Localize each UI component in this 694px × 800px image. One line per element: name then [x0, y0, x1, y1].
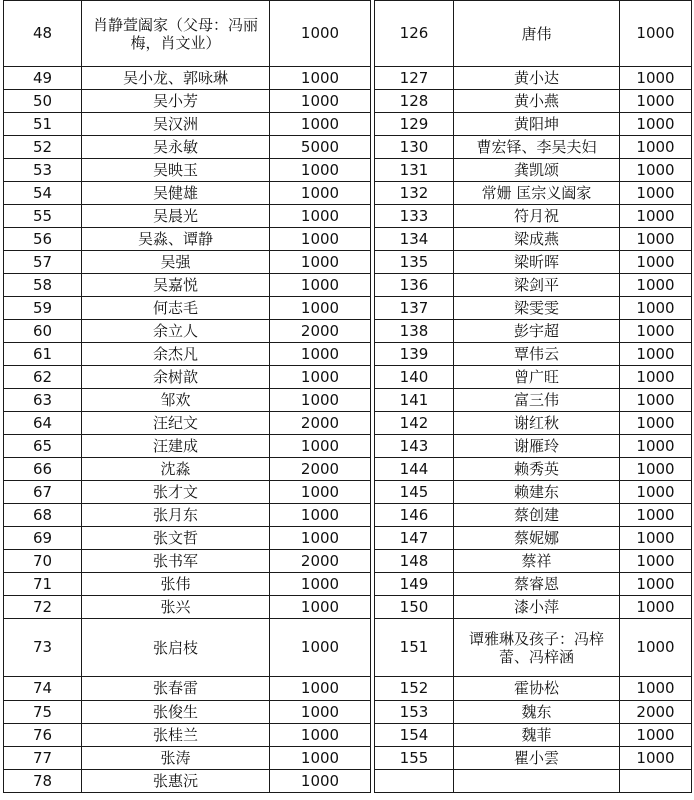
- row-number: 136: [375, 274, 454, 297]
- donor-name: 汪建成: [82, 435, 270, 458]
- row-number: 154: [375, 724, 454, 747]
- table-row: [375, 67, 692, 90]
- row-number: 65: [4, 435, 82, 458]
- donor-name: 何志毛: [82, 297, 270, 320]
- row-number: 132: [375, 182, 454, 205]
- donor-name: 张惠沅: [82, 770, 270, 793]
- donation-amount: 1000: [620, 504, 692, 527]
- table-row: [4, 343, 371, 366]
- donation-amount: 1000: [620, 1, 692, 67]
- row-number: 139: [375, 343, 454, 366]
- table-row: [375, 320, 692, 343]
- donor-name: 张春雷: [82, 677, 270, 701]
- row-number: 152: [375, 677, 454, 701]
- table-row: [375, 573, 692, 596]
- row-number: 78: [4, 770, 82, 793]
- donor-name: 梁昕晖: [454, 251, 620, 274]
- row-number: 133: [375, 205, 454, 228]
- row-number: 127: [375, 67, 454, 90]
- donor-name: 魏菲: [454, 724, 620, 747]
- table-row: [4, 619, 371, 677]
- donation-amount: 1000: [620, 458, 692, 481]
- donation-amount: 1000: [620, 366, 692, 389]
- donor-name: 瞿小雲: [454, 747, 620, 770]
- row-number: 126: [375, 1, 454, 67]
- donation-amount: 1000: [270, 113, 371, 136]
- donation-amount: 1000: [270, 274, 371, 297]
- donor-name: 漆小萍: [454, 596, 620, 619]
- row-number: 50: [4, 90, 82, 113]
- donor-table-right: [374, 0, 692, 793]
- row-number: 144: [375, 458, 454, 481]
- donation-amount: 1000: [270, 677, 371, 701]
- donation-amount: 1000: [620, 677, 692, 701]
- donor-name: 赖秀英: [454, 458, 620, 481]
- row-number: 72: [4, 596, 82, 619]
- donor-name: 蔡妮娜: [454, 527, 620, 550]
- donation-amount: 1000: [620, 724, 692, 747]
- donor-name: 吴淼、谭静: [82, 228, 270, 251]
- donor-name: 余杰凡: [82, 343, 270, 366]
- donation-amount: 1000: [270, 504, 371, 527]
- donor-name: 张才文: [82, 481, 270, 504]
- table-row: [375, 504, 692, 527]
- row-number: 69: [4, 527, 82, 550]
- donation-amount: 1000: [620, 228, 692, 251]
- donor-name: 张书军: [82, 550, 270, 573]
- row-number: [375, 770, 454, 793]
- row-number: 49: [4, 67, 82, 90]
- table-row: [375, 297, 692, 320]
- donation-amount: 2000: [270, 550, 371, 573]
- row-number: 67: [4, 481, 82, 504]
- donor-name: 沈淼: [82, 458, 270, 481]
- donation-amount: 1000: [620, 412, 692, 435]
- table-row: [4, 389, 371, 412]
- table-row: [4, 1, 371, 67]
- donation-amount: 2000: [270, 320, 371, 343]
- row-number: 150: [375, 596, 454, 619]
- row-number: 145: [375, 481, 454, 504]
- row-number: 66: [4, 458, 82, 481]
- donor-name: 霍协松: [454, 677, 620, 701]
- row-number: 71: [4, 573, 82, 596]
- row-number: 146: [375, 504, 454, 527]
- row-number: 51: [4, 113, 82, 136]
- donor-name: 黄小燕: [454, 90, 620, 113]
- donation-amount: 1000: [620, 320, 692, 343]
- donation-amount: 2000: [270, 412, 371, 435]
- donor-name: 吴映玉: [82, 159, 270, 182]
- donor-name: 吴汉洲: [82, 113, 270, 136]
- row-number: 143: [375, 435, 454, 458]
- row-number: 73: [4, 619, 82, 677]
- donation-amount: 1000: [620, 343, 692, 366]
- donor-name: 吴强: [82, 251, 270, 274]
- donor-name: 张桂兰: [82, 724, 270, 747]
- donor-name: 谢红秋: [454, 412, 620, 435]
- donation-list-sheet: [3, 0, 691, 799]
- donor-name: 梁剑平: [454, 274, 620, 297]
- table-row: [4, 527, 371, 550]
- donation-amount: 2000: [620, 701, 692, 724]
- donation-amount: 1000: [270, 343, 371, 366]
- donor-name: 谭雅琳及孩子：冯梓蕾、冯梓涵: [454, 619, 620, 677]
- donation-amount: 1000: [270, 159, 371, 182]
- row-number: 74: [4, 677, 82, 701]
- donation-amount: 1000: [270, 389, 371, 412]
- row-number: 149: [375, 573, 454, 596]
- table-row: [375, 159, 692, 182]
- donor-name: 唐伟: [454, 1, 620, 67]
- donation-amount: 1000: [270, 596, 371, 619]
- donor-name: 张文哲: [82, 527, 270, 550]
- row-number: 130: [375, 136, 454, 159]
- table-row: [4, 481, 371, 504]
- donation-amount: 1000: [620, 159, 692, 182]
- donor-name: 谢雁玲: [454, 435, 620, 458]
- donation-amount: 1000: [270, 435, 371, 458]
- row-number: 129: [375, 113, 454, 136]
- donation-amount: 1000: [620, 136, 692, 159]
- row-number: 55: [4, 205, 82, 228]
- donation-amount: 1000: [270, 481, 371, 504]
- table-row: [375, 251, 692, 274]
- table-row: [4, 297, 371, 320]
- donation-amount: 1000: [270, 182, 371, 205]
- table-row: [375, 458, 692, 481]
- donation-amount: 1000: [620, 205, 692, 228]
- row-number: 54: [4, 182, 82, 205]
- row-number: 155: [375, 747, 454, 770]
- donation-amount: 1000: [270, 573, 371, 596]
- row-number: 140: [375, 366, 454, 389]
- donor-name: 蔡祥: [454, 550, 620, 573]
- donor-name: 张兴: [82, 596, 270, 619]
- donation-amount: 1000: [620, 596, 692, 619]
- table-row: [375, 747, 692, 770]
- donation-amount: 1000: [270, 747, 371, 770]
- donation-amount: 1000: [620, 550, 692, 573]
- table-row: [4, 366, 371, 389]
- donation-amount: 1000: [620, 113, 692, 136]
- row-number: 75: [4, 701, 82, 724]
- table-row: [375, 228, 692, 251]
- table-row: [4, 724, 371, 747]
- donor-name: 吴嘉悦: [82, 274, 270, 297]
- table-row: [4, 228, 371, 251]
- table-row: [4, 182, 371, 205]
- table-row: [375, 389, 692, 412]
- donor-name: 张伟: [82, 573, 270, 596]
- donor-table-left-body: [4, 1, 371, 793]
- row-number: 52: [4, 136, 82, 159]
- table-row: [4, 550, 371, 573]
- donor-table-right-body: [375, 1, 692, 793]
- donor-name: [454, 770, 620, 793]
- donor-table-left: [3, 0, 371, 793]
- table-row: [4, 435, 371, 458]
- donor-name: 肖静萱阖家（父母：冯丽梅，肖文业）: [82, 1, 270, 67]
- table-row: [375, 550, 692, 573]
- row-number: 153: [375, 701, 454, 724]
- donation-amount: 1000: [620, 90, 692, 113]
- donor-name: 余立人: [82, 320, 270, 343]
- row-number: 147: [375, 527, 454, 550]
- donor-name: 常姗 匡宗义阖家: [454, 182, 620, 205]
- table-row: [375, 182, 692, 205]
- donor-name: 张涛: [82, 747, 270, 770]
- table-row: [4, 677, 371, 701]
- donation-amount: 1000: [620, 435, 692, 458]
- table-row: [375, 343, 692, 366]
- donor-name: 吴小芳: [82, 90, 270, 113]
- donation-amount: 1000: [620, 619, 692, 677]
- row-number: 131: [375, 159, 454, 182]
- row-number: 148: [375, 550, 454, 573]
- table-row: [375, 677, 692, 701]
- donor-name: 魏东: [454, 701, 620, 724]
- table-row: [4, 320, 371, 343]
- donor-name: 富三伟: [454, 389, 620, 412]
- donor-name: 覃伟云: [454, 343, 620, 366]
- table-row: [375, 724, 692, 747]
- row-number: 60: [4, 320, 82, 343]
- table-row: [4, 770, 371, 793]
- table-row: [4, 701, 371, 724]
- table-row: [375, 596, 692, 619]
- donation-amount: 1000: [620, 251, 692, 274]
- row-number: 70: [4, 550, 82, 573]
- table-row: [375, 1, 692, 67]
- donation-amount: 1000: [270, 297, 371, 320]
- table-row: [4, 458, 371, 481]
- donation-amount: 1000: [270, 366, 371, 389]
- table-row: [375, 481, 692, 504]
- donation-amount: 1000: [620, 274, 692, 297]
- row-number: 76: [4, 724, 82, 747]
- table-row: [375, 527, 692, 550]
- donation-amount: [620, 770, 692, 793]
- table-row: [375, 113, 692, 136]
- table-row: [4, 747, 371, 770]
- table-row: [375, 412, 692, 435]
- donation-amount: 1000: [620, 389, 692, 412]
- table-row: [375, 136, 692, 159]
- donation-amount: 1000: [620, 297, 692, 320]
- donor-name: 彭宇超: [454, 320, 620, 343]
- row-number: 62: [4, 366, 82, 389]
- row-number: 53: [4, 159, 82, 182]
- table-row: [4, 205, 371, 228]
- donor-name: 邹欢: [82, 389, 270, 412]
- table-row: [4, 136, 371, 159]
- donation-amount: 1000: [620, 527, 692, 550]
- table-row: [375, 619, 692, 677]
- row-number: 61: [4, 343, 82, 366]
- donor-name: 吴永敏: [82, 136, 270, 159]
- donation-amount: 1000: [620, 67, 692, 90]
- donation-amount: 1000: [620, 182, 692, 205]
- row-number: 135: [375, 251, 454, 274]
- row-number: 64: [4, 412, 82, 435]
- row-number: 56: [4, 228, 82, 251]
- donor-name: 吴健雄: [82, 182, 270, 205]
- row-number: 151: [375, 619, 454, 677]
- donor-name: 吴晨光: [82, 205, 270, 228]
- row-number: 58: [4, 274, 82, 297]
- table-row: [4, 159, 371, 182]
- donor-name: 汪纪文: [82, 412, 270, 435]
- donation-amount: 1000: [620, 573, 692, 596]
- donor-name: 余树歆: [82, 366, 270, 389]
- donation-amount: 1000: [270, 90, 371, 113]
- donation-amount: 1000: [270, 724, 371, 747]
- donation-amount: 1000: [270, 228, 371, 251]
- donation-amount: 1000: [270, 527, 371, 550]
- table-row: [375, 274, 692, 297]
- donor-name: 曾广旺: [454, 366, 620, 389]
- table-row: [4, 573, 371, 596]
- donor-name: 黄小达: [454, 67, 620, 90]
- donor-name: 蔡创建: [454, 504, 620, 527]
- row-number: 142: [375, 412, 454, 435]
- table-row: [375, 90, 692, 113]
- table-row: [375, 435, 692, 458]
- donor-name: 蔡睿恩: [454, 573, 620, 596]
- table-row: [4, 67, 371, 90]
- row-number: 68: [4, 504, 82, 527]
- donor-name: 符月祝: [454, 205, 620, 228]
- donation-amount: 2000: [270, 458, 371, 481]
- donor-name: 赖建东: [454, 481, 620, 504]
- row-number: 128: [375, 90, 454, 113]
- row-number: 57: [4, 251, 82, 274]
- donor-name: 黄阳坤: [454, 113, 620, 136]
- donation-amount: 5000: [270, 136, 371, 159]
- table-row: [4, 504, 371, 527]
- table-row: [4, 274, 371, 297]
- donation-amount: 1000: [620, 747, 692, 770]
- donation-amount: 1000: [270, 619, 371, 677]
- donor-name: 龚凯颂: [454, 159, 620, 182]
- donor-name: 梁成燕: [454, 228, 620, 251]
- donor-name: 张俊生: [82, 701, 270, 724]
- row-number: 77: [4, 747, 82, 770]
- table-row: [375, 366, 692, 389]
- donation-amount: 1000: [270, 67, 371, 90]
- row-number: 138: [375, 320, 454, 343]
- table-row: [4, 90, 371, 113]
- row-number: 48: [4, 1, 82, 67]
- donation-amount: 1000: [270, 205, 371, 228]
- donor-name: 曹宏铎、李吴夫妇: [454, 136, 620, 159]
- donation-amount: 1000: [270, 701, 371, 724]
- row-number: 141: [375, 389, 454, 412]
- table-row: [4, 596, 371, 619]
- table-row: [375, 701, 692, 724]
- table-row: [4, 412, 371, 435]
- donor-name: 张启枝: [82, 619, 270, 677]
- table-row: [375, 770, 692, 793]
- row-number: 134: [375, 228, 454, 251]
- table-row: [4, 113, 371, 136]
- row-number: 63: [4, 389, 82, 412]
- donation-amount: 1000: [620, 481, 692, 504]
- row-number: 137: [375, 297, 454, 320]
- donation-amount: 1000: [270, 1, 371, 67]
- donor-name: 吴小龙、郭咏琳: [82, 67, 270, 90]
- donor-name: 张月东: [82, 504, 270, 527]
- donation-amount: 1000: [270, 251, 371, 274]
- donor-name: 梁雯雯: [454, 297, 620, 320]
- row-number: 59: [4, 297, 82, 320]
- table-row: [4, 251, 371, 274]
- donation-amount: 1000: [270, 770, 371, 793]
- table-row: [375, 205, 692, 228]
